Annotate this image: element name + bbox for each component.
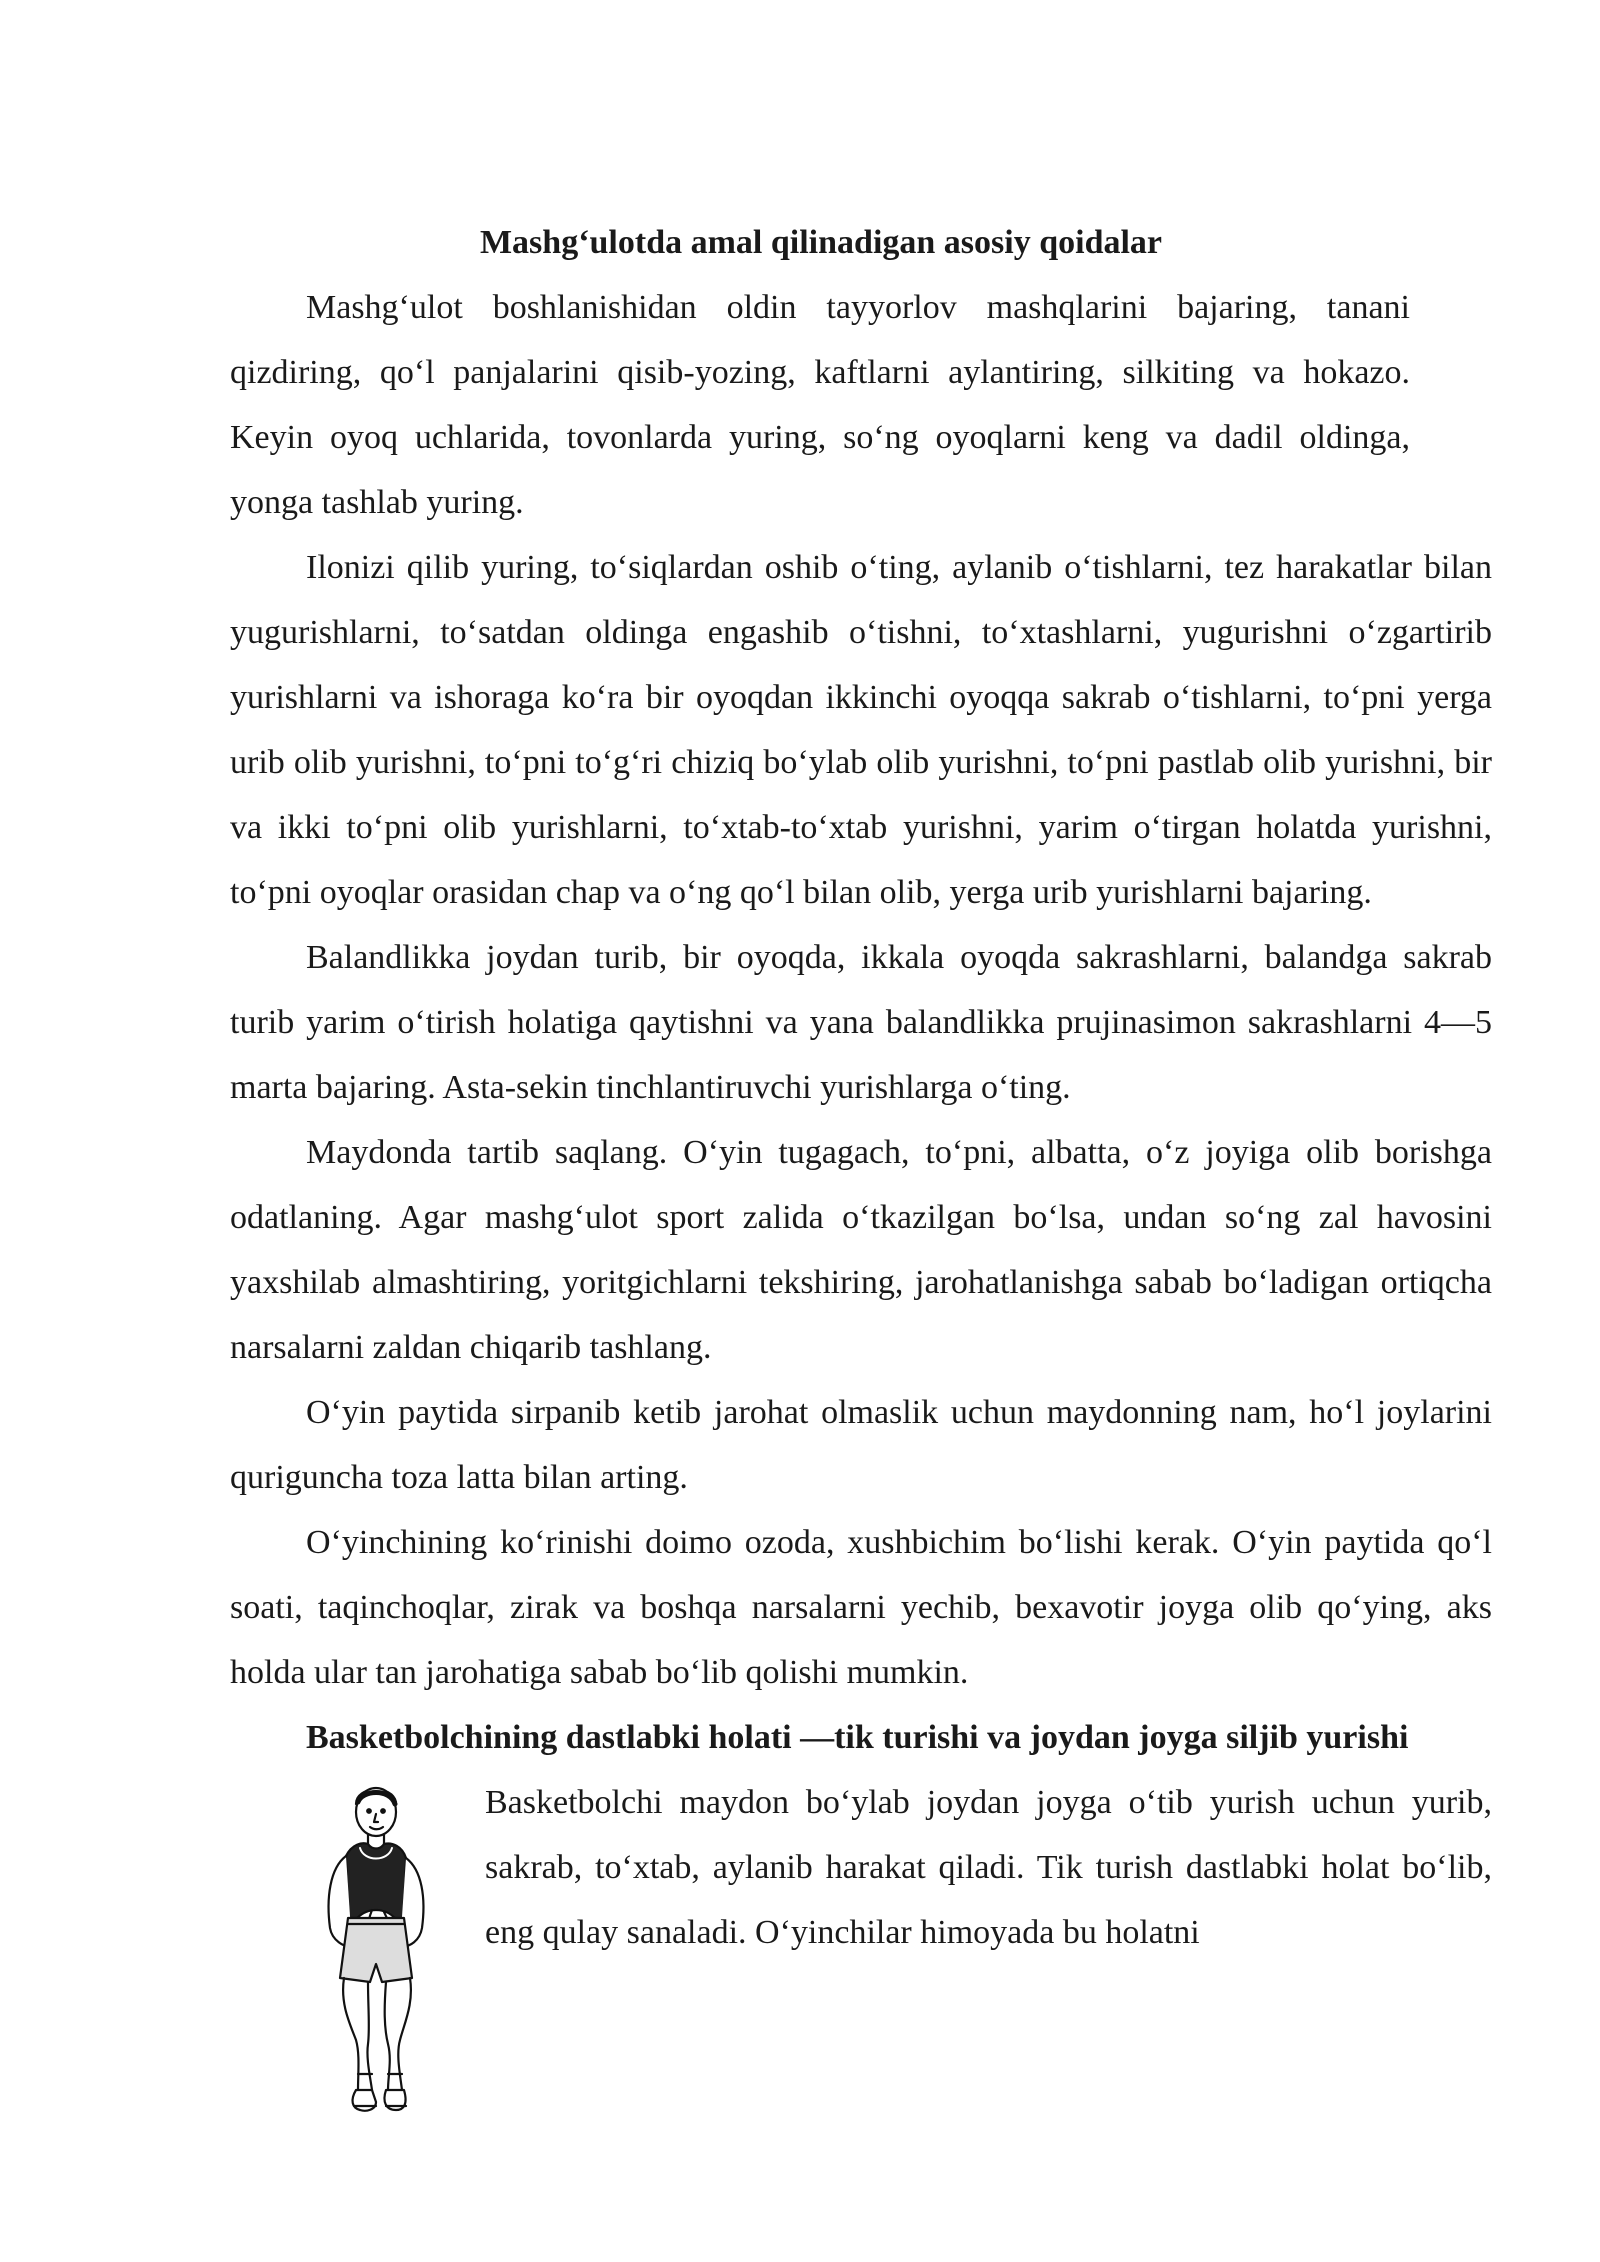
- paragraph-5: O‘yin paytida sirpanib ketib jarohat olmaslik uchun maydonning nam, ho‘l joylarini quriguncha toza latta bilan arting.: [230, 1394, 1492, 1496]
- paragraph-2: Ilonizi qilib yuring, to‘siqlardan oshib o‘ting, aylanib o‘tishlarni, tez harakatlar bilan yugurishlarni, to‘satdan oldinga engashib o‘tishni, to‘xtashlarni, yugurishni o‘zgartirib yurishlarni va ishoraga ko‘ra bir oyoqdan ikkinchi oyoqqa sakrab o‘tishlarni, to‘pni yerga urib olib yurishni, to‘pni to‘g‘ri chiziq bo‘ylab olib yurishni, to‘pni pastlab olib yurishni, bir va ikki to‘pni olib yurishlarni, to‘xtab-to‘xtab yurishni, yarim o‘tirgan holatda yurishni, to‘pni oyoqlar orasidan chap va o‘ng qo‘l bilan olib, yerga urib yurishlarni bajaring.: [230, 549, 1492, 911]
- page-title: Mashg‘ulotda amal qilinadigan asosiy qoidalar: [479, 224, 1163, 261]
- paragraph-6: O‘yinchining ko‘rinishi doimo ozoda, xushbichim bo‘lishi kerak. O‘yin paytida qo‘l soati, taqinchoqlar, zirak va boshqa narsalarni yechib, bexavotir joyga olib qo‘ying, aks holda ular tan jarohatiga sabab bo‘lib qolishi mumkin.: [230, 1524, 1492, 1691]
- section-subheading: Basketbolchining dastlabki holati —tik turishi va joydan joyga siljib yurishi: [306, 1719, 1409, 1756]
- figure-row: [230, 1770, 1492, 2110]
- paragraph-1: Mashg‘ulot boshlanishidan oldin tayyorlov mashqlarini bajaring, tanani qizdiring, qo‘l panjalarini qisib-yozing, kaftlarni aylantiring, silkiting va hokazo. Keyin oyoq uchlarida, tovonlarda yuring, so‘ng oyoqlarni keng va dadil oldinga, yonga tashlab yuring.: [230, 289, 1410, 521]
- text-column: [230, 210, 1492, 2110]
- basketball-player-illustration: [300, 1778, 450, 2118]
- paragraph-4: Maydonda tartib saqlang. O‘yin tugagach, to‘pni, albatta, o‘z joyiga olib borishga odatlaning. Agar mashg‘ulot sport zalida o‘tkazilgan bo‘lsa, undan so‘ng zal havosini yaxshilab almashtiring, yoritgichlarni tekshiring, jarohatlanishga sabab bo‘ladigan ortiqcha narsalarni zaldan chiqarib tashlang.: [230, 1134, 1492, 1366]
- paragraph-3: Balandlikka joydan turib, bir oyoqda, ikkala oyoqda sakrashlarni, balandga sakrab turib yarim o‘tirish holatiga qaytishni va yana balandlikka prujinasimon sakrashlarni 4—5 marta bajaring. Asta-sekin tinchlantiruvchi yurishlarga o‘ting.: [230, 939, 1492, 1106]
- figure-side-text: Basketbolchi maydon bo‘ylab joydan joyga o‘tib yurish uchun yurib, sakrab, to‘xtab, aylanib harakat qiladi. Tik turish dastlabki holat bo‘lib, eng qulay sanaladi. O‘yinchilar himoyada bu holatni: [485, 1784, 1492, 1951]
